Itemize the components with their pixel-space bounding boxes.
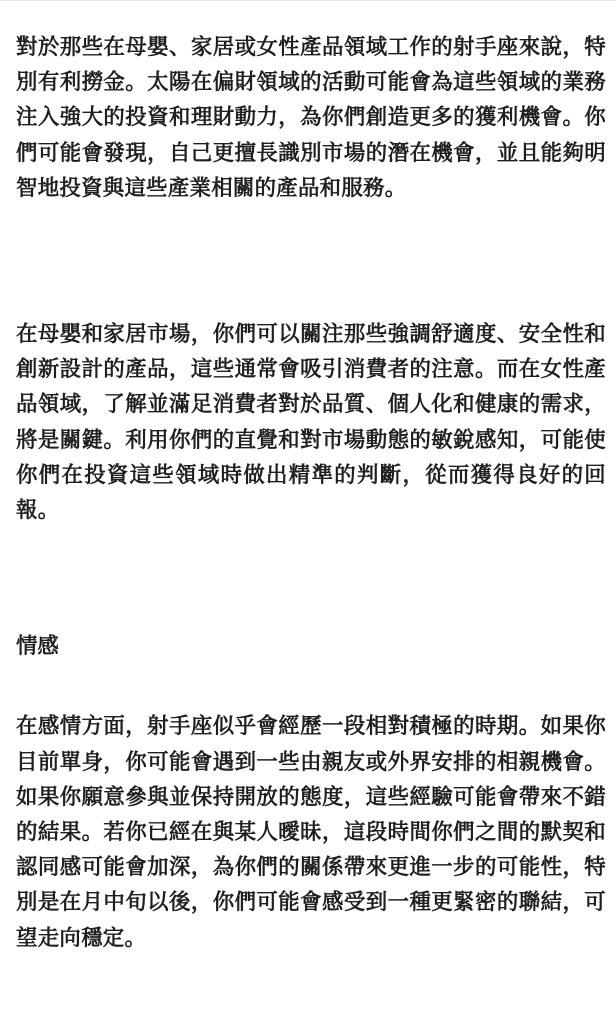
section-heading-emotion: 情感 <box>16 634 59 660</box>
article-paragraph-wealth: 對於那些在母嬰、家居或女性產品領域工作的射手座來說，特別有利撈金。太陽在偏財領域的活動可能會為這些領域的業務注入強大的投資和理財動力，為你們創造更多的獲利機會。你們可能會發現，自己更擅長識別市場的潛在機會，並且能夠明智地投資與這些產業相關的產品和服務。 <box>16 35 606 201</box>
article-paragraph-emotion: 在感情方面，射手座似乎會經歷一段相對積極的時期。如果你目前單身，你可能會遇到一些由親友或外界安排的相親機會。如果你願意參與並保持開放的態度，這些經驗可能會帶來不錯的結果。若你已經在與某人曖昧，這段時間你們之間的默契和認同感可能會加深，為你們的關係帶來更進一步的可能性，特別是在月中旬以後，你們可能會感受到一種更緊密的聯結，可望走向穩定。 <box>16 714 606 951</box>
top-divider <box>0 0 616 1</box>
article-paragraph-market: 在母嬰和家居市場，你們可以關注那些強調舒適度、安全性和創新設計的產品，這些通常會吸引消費者的注意。而在女性產品領域，了解並滿足消費者對於品質、個人化和健康的需求，將是關鍵。利用你們的直覺和對市場動態的敏銳感知，可能使你們在投資這些領域時做出精準的判斷，從而獲得良好的回報。 <box>16 322 606 524</box>
article-body <box>16 30 606 956</box>
